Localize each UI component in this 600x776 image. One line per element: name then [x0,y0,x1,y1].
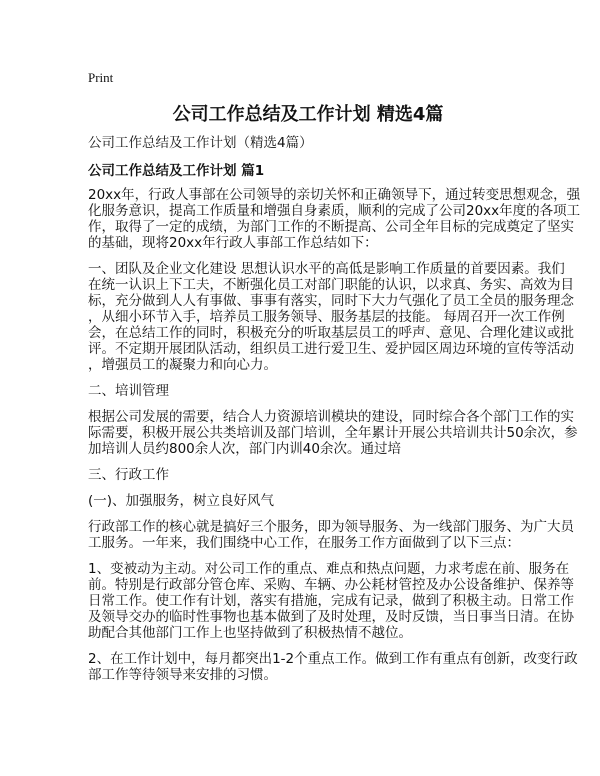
text-line: 2、在工作计划中，每月都突出1-2个重点工作。做到工作有重点有创新，改变行政 [88,651,578,667]
text-line: 加培训人员约800余人次，部门内训40余次。通过培 [88,441,401,457]
text-line: 标，充分做到人人有事做、事事有落实，同时下大力气强化了员工全员的服务理念 [88,293,574,309]
document-title: 公司工作总结及工作计划 精选4篇 [172,104,444,125]
text-line: 20xx年，行政人事部在公司领导的亲切关怀和正确领导下，通过转变思想观念，强 [88,187,581,203]
text-line: 根据公司发展的需要，结合人力资源培训模块的建设，同时综合各个部门工作的实 [88,409,574,425]
print-label: Print [88,70,114,85]
point-1-paragraph [88,561,574,641]
text-line: 部工作等待领导来安排的习惯。 [88,667,277,683]
training-paragraph [88,409,578,457]
intro-paragraph [88,187,581,251]
text-line: 在统一认识上下工夫，不断强化员工对部门职能的认识，以求真、务实、高效为目 [88,277,574,293]
text-line: 化服务意识，提高工作质量和增强自身素质，顺利的完成了公司20xx年度的各项工 [88,203,581,219]
text-line: 助配合其他部门工作上也坚持做到了积极热情不越位。 [88,625,412,641]
admin-heading [88,467,528,483]
text-line: 评。不定期开展团队活动，组织员工进行爱卫生、爱护园区周边环境的宣传等活动 [88,341,574,357]
text-line: 工服务。一年来，我们围绕中心工作，在服务工作方面做到了以下三点： [88,535,520,551]
document-body [88,187,581,693]
text-line: 会，在总结工作的同时，积极充分的听取基层员工的呼声、意见、合理化建议或批 [88,325,574,341]
text-line: 日常工作。使工作有计划，落实有措施，完成有记录，做到了积极主动。日常工作 [88,593,574,609]
point-2-paragraph [88,651,578,683]
text-line: 作，取得了一定的成绩，为部门工作的不断提高、公司全年目标的完成奠定了坚实 [88,219,574,235]
service-subheading [88,493,528,509]
document-subtitle: 公司工作总结及工作计划（精选4篇） [88,135,313,151]
section-heading: 公司工作总结及工作计划 篇1 [88,163,265,179]
text-line: (一)、加强服务，树立良好风气 [88,493,275,509]
team-culture-paragraph [88,261,574,373]
text-line: 二、培训管理 [88,383,169,399]
text-line: 及领导交办的临时性事物也基本做到了及时处理，及时反馈，当日事当日清。在协 [88,609,574,625]
text-line: 前。特别是行政部分管仓库、采购、车辆、办公耗材管控及办公设备维护、保养等 [88,577,574,593]
text-line: 际需要，积极开展公共类培训及部门培训，全年累计开展公共培训共计50余次，参 [88,425,578,441]
text-line: 行政部工作的核心就是搞好三个服务，即为领导服务、为一线部门服务、为广大员 [88,519,574,535]
text-line: 三、行政工作 [88,467,169,483]
text-line: 一、团队及企业文化建设 思想认识水平的高低是影响工作质量的首要因素。我们 [88,261,565,277]
text-line: 的基础，现将20xx年行政人事部工作总结如下： [88,235,378,251]
text-line: ，增强员工的凝聚力和向心力。 [88,357,277,373]
service-paragraph [88,519,574,551]
training-heading [88,383,528,399]
text-line: 1、变被动为主动。对公司工作的重点、难点和热点问题，力求考虑在前、服务在 [88,561,570,577]
text-line: ，从细小环节入手，培养员工服务领导、服务基层的技能。 每周召开一次工作例 [88,309,565,325]
